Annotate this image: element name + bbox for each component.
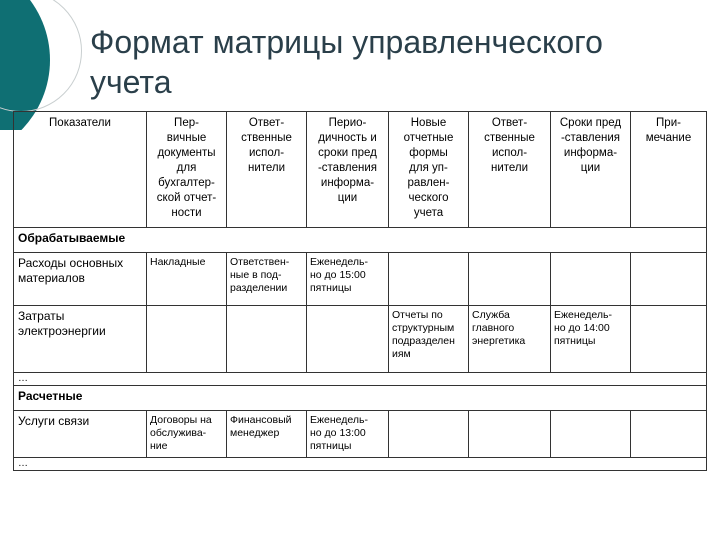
header-row [14,112,707,228]
title-line-1: Формат матрицы управленческого [90,24,603,60]
cell-empty [147,306,227,373]
header-text: Новые отчетные формы для уп- равлен- ческого учета [403,117,454,219]
cell-primary-doc: Накладные [147,253,227,306]
ellipsis-row [14,458,707,471]
section-label: Расчетные [14,386,707,411]
cell-responsible: Финансовый менеджер [227,411,307,458]
header-responsible-2 [469,112,551,228]
table-row [14,253,707,306]
cell-periodicity: Еженедель- но до 13:00 пятницы [307,411,389,458]
header-note [631,112,707,228]
matrix-table-wrapper [13,111,707,471]
cell-empty [551,411,631,458]
header-responsible [227,112,307,228]
header-text: Сроки пред -ставления информа- ции [559,117,622,174]
cell-empty [551,253,631,306]
cell-periodicity: Еженедель- но до 15:00 пятницы [307,253,389,306]
cell-empty [469,411,551,458]
header-text: Показатели [49,117,111,129]
ring-outline-shape [0,0,82,112]
row-name: Услуги связи [14,411,147,458]
slide-title [90,22,700,102]
cell-empty [631,253,707,306]
cell-empty [389,411,469,458]
table-row [14,411,707,458]
section-row-calculated [14,386,707,411]
header-periodicity [307,112,389,228]
header-text: Перио- дичность и сроки пред -ставления информа- ции [317,117,378,204]
header-text: При- мечание [645,117,692,144]
row-name: Затраты электроэнергии [14,306,147,373]
header-new-forms [389,112,469,228]
cell-empty [469,253,551,306]
ellipsis-cell: … [14,373,707,386]
cell-empty [307,306,389,373]
header-text: Пер- вичные документы для бухгалтер- ской отчет- ности [156,117,217,219]
cell-empty [389,253,469,306]
header-indicators [14,112,147,228]
table-row [14,306,707,373]
cell-empty [227,306,307,373]
cell-empty [631,306,707,373]
cell-deadline: Еженедель- но до 14:00 пятницы [551,306,631,373]
title-line-2: учета [90,64,172,100]
cell-responsible-2: Служба главного энергетика [469,306,551,373]
cell-empty [631,411,707,458]
header-text: Ответ- ственные испол- нители [241,117,292,174]
cell-responsible: Ответствен- ные в под- разделении [227,253,307,306]
header-deadlines [551,112,631,228]
row-name: Расходы основных материалов [14,253,147,306]
cell-new-form: Отчеты по структурным подразделен иям [389,306,469,373]
ellipsis-cell: … [14,458,707,471]
matrix-table [13,111,707,471]
cell-primary-doc: Договоры на обслужива- ние [147,411,227,458]
section-label: Обрабатываемые [14,228,707,253]
section-row-processed [14,228,707,253]
ellipsis-row [14,373,707,386]
header-text: Ответ- ственные испол- нители [484,117,535,174]
header-primary-docs [147,112,227,228]
